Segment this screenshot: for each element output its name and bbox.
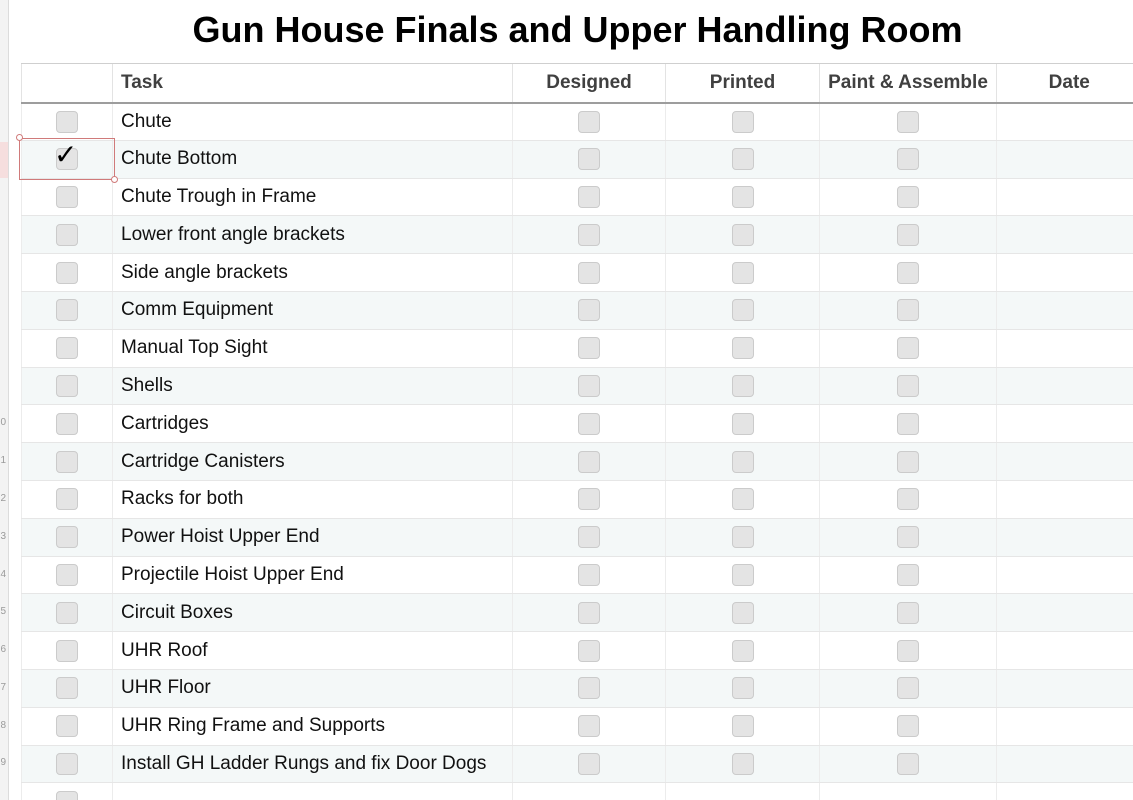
designed-cell[interactable]	[513, 594, 666, 632]
done-cell[interactable]	[22, 178, 113, 216]
table-row	[22, 216, 1133, 254]
row-number: 2	[0, 493, 6, 504]
task-cell[interactable]: UHR Floor	[113, 669, 513, 707]
paint-assemble-checkbox[interactable]	[897, 488, 919, 510]
designed-checkbox[interactable]	[578, 337, 600, 359]
task-cell[interactable]: UHR Roof	[113, 632, 513, 670]
designed-cell[interactable]	[513, 291, 666, 329]
task-cell[interactable]: Side angle brackets	[113, 254, 513, 292]
date-cell[interactable]	[997, 745, 1133, 783]
paint-assemble-cell[interactable]	[820, 632, 997, 670]
designed-checkbox[interactable]	[578, 186, 600, 208]
table-row	[22, 556, 1133, 594]
paint-assemble-checkbox[interactable]	[897, 451, 919, 473]
task-table	[21, 63, 1133, 800]
task-cell[interactable]: Chute	[113, 103, 513, 141]
printed-checkbox[interactable]	[732, 564, 754, 586]
done-checkbox[interactable]	[56, 224, 78, 246]
printed-checkbox[interactable]	[732, 337, 754, 359]
table-row	[22, 632, 1133, 670]
paint-assemble-checkbox[interactable]	[897, 375, 919, 397]
printed-cell[interactable]	[666, 216, 820, 254]
paint-assemble-checkbox[interactable]	[897, 677, 919, 699]
paint-assemble-checkbox[interactable]	[897, 526, 919, 548]
designed-cell[interactable]	[513, 518, 666, 556]
done-checkbox[interactable]	[56, 564, 78, 586]
table-title: Gun House Finals and Upper Handling Room	[192, 9, 963, 50]
designed-cell[interactable]	[513, 443, 666, 481]
table-row	[22, 669, 1133, 707]
table-row	[22, 329, 1133, 367]
paint-assemble-checkbox[interactable]	[897, 111, 919, 133]
designed-checkbox[interactable]	[578, 299, 600, 321]
paint-assemble-cell[interactable]	[820, 367, 997, 405]
date-cell[interactable]	[997, 329, 1133, 367]
printed-checkbox[interactable]	[732, 715, 754, 737]
printed-checkbox[interactable]	[732, 186, 754, 208]
table-row	[22, 367, 1133, 405]
date-cell[interactable]	[997, 556, 1133, 594]
done-checkbox[interactable]	[56, 186, 78, 208]
printed-checkbox[interactable]	[732, 262, 754, 284]
printed-checkbox[interactable]	[732, 111, 754, 133]
paint-assemble-cell[interactable]	[820, 594, 997, 632]
row-number: 5	[0, 606, 6, 617]
column-header-task[interactable]: Task	[113, 64, 513, 103]
done-checkbox[interactable]	[56, 262, 78, 284]
printed-cell[interactable]	[666, 556, 820, 594]
row-number: 4	[0, 569, 6, 580]
paint-assemble-cell[interactable]	[820, 783, 997, 800]
done-cell[interactable]	[22, 518, 113, 556]
done-cell[interactable]	[22, 480, 113, 518]
date-cell[interactable]	[997, 632, 1133, 670]
done-cell[interactable]	[22, 140, 113, 178]
table-row	[22, 594, 1133, 632]
done-checkbox[interactable]	[56, 715, 78, 737]
paint-assemble-cell[interactable]	[820, 443, 997, 481]
done-cell[interactable]	[22, 254, 113, 292]
row-number: 8	[0, 720, 6, 731]
done-cell[interactable]	[22, 291, 113, 329]
printed-cell[interactable]	[666, 291, 820, 329]
task-cell[interactable]: Lower front angle brackets	[113, 216, 513, 254]
paint-assemble-checkbox[interactable]	[897, 564, 919, 586]
selection-handle-top-left[interactable]	[16, 134, 23, 141]
done-cell[interactable]	[22, 707, 113, 745]
printed-cell[interactable]	[666, 745, 820, 783]
designed-checkbox[interactable]	[578, 753, 600, 775]
printed-cell[interactable]	[666, 480, 820, 518]
done-checkbox[interactable]	[56, 299, 78, 321]
done-cell[interactable]	[22, 103, 113, 141]
paint-assemble-cell[interactable]	[820, 291, 997, 329]
table-row	[22, 783, 1133, 800]
paint-assemble-cell[interactable]	[820, 745, 997, 783]
row-number: 6	[0, 644, 6, 655]
task-cell[interactable]: Install GH Ladder Rungs and fix Door Dogs	[113, 745, 513, 783]
printed-checkbox[interactable]	[732, 451, 754, 473]
paint-assemble-cell[interactable]	[820, 178, 997, 216]
done-cell[interactable]	[22, 367, 113, 405]
paint-assemble-cell[interactable]	[820, 556, 997, 594]
printed-cell[interactable]	[666, 632, 820, 670]
paint-assemble-cell[interactable]	[820, 140, 997, 178]
printed-cell[interactable]	[666, 254, 820, 292]
paint-assemble-checkbox[interactable]	[897, 715, 919, 737]
table-row	[22, 707, 1133, 745]
printed-checkbox[interactable]	[732, 753, 754, 775]
date-cell[interactable]	[997, 783, 1133, 800]
task-cell[interactable]: Projectile Hoist Upper End	[113, 556, 513, 594]
row-number: 1	[0, 455, 6, 466]
designed-checkbox[interactable]	[578, 262, 600, 284]
task-cell[interactable]: Cartridges	[113, 405, 513, 443]
printed-checkbox[interactable]	[732, 375, 754, 397]
printed-cell[interactable]	[666, 783, 820, 800]
designed-cell[interactable]	[513, 405, 666, 443]
printed-cell[interactable]	[666, 367, 820, 405]
date-cell[interactable]	[997, 103, 1133, 141]
done-cell[interactable]	[22, 594, 113, 632]
paint-assemble-checkbox[interactable]	[897, 186, 919, 208]
printed-checkbox[interactable]	[732, 413, 754, 435]
column-header-check[interactable]	[22, 64, 113, 103]
table-row	[22, 291, 1133, 329]
designed-checkbox[interactable]	[578, 375, 600, 397]
paint-assemble-cell[interactable]	[820, 669, 997, 707]
paint-assemble-checkbox[interactable]	[897, 753, 919, 775]
done-checkbox[interactable]	[56, 413, 78, 435]
task-cell[interactable]: Chute Trough in Frame	[113, 178, 513, 216]
designed-checkbox[interactable]	[578, 526, 600, 548]
task-cell[interactable]	[113, 783, 513, 800]
designed-checkbox[interactable]	[578, 564, 600, 586]
printed-checkbox[interactable]	[732, 677, 754, 699]
done-cell[interactable]	[22, 632, 113, 670]
printed-checkbox[interactable]	[732, 224, 754, 246]
table-row	[22, 745, 1133, 783]
designed-checkbox[interactable]	[578, 451, 600, 473]
designed-cell[interactable]	[513, 556, 666, 594]
designed-cell[interactable]	[513, 632, 666, 670]
done-cell[interactable]	[22, 745, 113, 783]
done-cell[interactable]	[22, 783, 113, 800]
done-cell[interactable]	[22, 216, 113, 254]
date-cell[interactable]	[997, 178, 1133, 216]
designed-checkbox[interactable]	[578, 715, 600, 737]
date-cell[interactable]	[997, 480, 1133, 518]
table-row	[22, 480, 1133, 518]
designed-cell[interactable]	[513, 669, 666, 707]
designed-cell[interactable]	[513, 178, 666, 216]
done-checkbox[interactable]	[56, 602, 78, 624]
designed-checkbox[interactable]	[578, 224, 600, 246]
done-checkbox[interactable]	[56, 451, 78, 473]
designed-cell[interactable]	[513, 367, 666, 405]
paint-assemble-cell[interactable]	[820, 103, 997, 141]
table-row	[22, 103, 1133, 141]
designed-cell[interactable]	[513, 783, 666, 800]
printed-checkbox[interactable]	[732, 602, 754, 624]
table-row	[22, 518, 1133, 556]
task-cell[interactable]: Shells	[113, 367, 513, 405]
done-cell[interactable]	[22, 669, 113, 707]
printed-checkbox[interactable]	[732, 488, 754, 510]
printed-cell[interactable]	[666, 594, 820, 632]
date-cell[interactable]	[997, 594, 1133, 632]
checkmark-icon: ✓	[54, 138, 78, 172]
designed-checkbox[interactable]	[578, 640, 600, 662]
date-cell[interactable]	[997, 669, 1133, 707]
task-cell[interactable]: Manual Top Sight	[113, 329, 513, 367]
designed-cell[interactable]	[513, 103, 666, 141]
table-row	[22, 254, 1133, 292]
designed-checkbox[interactable]	[578, 413, 600, 435]
table-row	[22, 405, 1133, 443]
row-number: 3	[0, 531, 6, 542]
paint-assemble-checkbox[interactable]	[897, 602, 919, 624]
printed-cell[interactable]	[666, 443, 820, 481]
paint-assemble-cell[interactable]	[820, 254, 997, 292]
paint-assemble-checkbox[interactable]	[897, 262, 919, 284]
done-checkbox[interactable]	[56, 791, 78, 800]
table-row	[22, 178, 1133, 216]
done-checkbox[interactable]	[56, 753, 78, 775]
done-cell[interactable]	[22, 329, 113, 367]
paint-assemble-checkbox[interactable]	[897, 224, 919, 246]
date-cell[interactable]	[997, 291, 1133, 329]
row-number: 0	[0, 417, 6, 428]
paint-assemble-cell[interactable]	[820, 480, 997, 518]
row-header-strip	[0, 0, 9, 800]
done-checkbox[interactable]	[54, 138, 78, 172]
printed-cell[interactable]	[666, 140, 820, 178]
table-row	[22, 443, 1133, 481]
designed-checkbox[interactable]	[578, 677, 600, 699]
done-checkbox[interactable]	[56, 488, 78, 510]
done-cell[interactable]	[22, 405, 113, 443]
printed-cell[interactable]	[666, 329, 820, 367]
printed-checkbox[interactable]	[732, 526, 754, 548]
done-checkbox[interactable]	[56, 640, 78, 662]
printed-cell[interactable]	[666, 405, 820, 443]
date-cell[interactable]	[997, 140, 1133, 178]
paint-assemble-cell[interactable]	[820, 518, 997, 556]
date-cell[interactable]	[997, 254, 1133, 292]
done-checkbox[interactable]	[56, 337, 78, 359]
designed-checkbox[interactable]	[578, 488, 600, 510]
task-cell[interactable]: Circuit Boxes	[113, 594, 513, 632]
paint-assemble-cell[interactable]	[820, 329, 997, 367]
task-cell[interactable]: Comm Equipment	[113, 291, 513, 329]
printed-cell[interactable]	[666, 178, 820, 216]
designed-cell[interactable]	[513, 480, 666, 518]
date-cell[interactable]	[997, 518, 1133, 556]
done-checkbox[interactable]	[56, 375, 78, 397]
task-cell[interactable]: Power Hoist Upper End	[113, 518, 513, 556]
paint-assemble-checkbox[interactable]	[897, 337, 919, 359]
printed-cell[interactable]	[666, 707, 820, 745]
paint-assemble-checkbox[interactable]	[897, 413, 919, 435]
designed-checkbox[interactable]	[578, 111, 600, 133]
designed-checkbox[interactable]	[578, 148, 600, 170]
printed-cell[interactable]	[666, 518, 820, 556]
printed-cell[interactable]	[666, 669, 820, 707]
date-cell[interactable]	[997, 707, 1133, 745]
done-checkbox[interactable]	[56, 526, 78, 548]
designed-cell[interactable]	[513, 329, 666, 367]
done-checkbox[interactable]	[56, 111, 78, 133]
done-cell[interactable]	[22, 556, 113, 594]
designed-cell[interactable]	[513, 745, 666, 783]
done-cell[interactable]	[22, 443, 113, 481]
date-cell[interactable]	[997, 216, 1133, 254]
paint-assemble-cell[interactable]	[820, 405, 997, 443]
column-header-printed[interactable]: Printed	[666, 64, 820, 103]
task-cell[interactable]: UHR Ring Frame and Supports	[113, 707, 513, 745]
designed-cell[interactable]	[513, 216, 666, 254]
task-cell[interactable]: Racks for both	[113, 480, 513, 518]
selected-row-indicator	[0, 142, 8, 178]
designed-checkbox[interactable]	[578, 602, 600, 624]
paint-assemble-cell[interactable]	[820, 707, 997, 745]
task-cell[interactable]: Cartridge Canisters	[113, 443, 513, 481]
date-cell[interactable]	[997, 443, 1133, 481]
paint-assemble-checkbox[interactable]	[897, 299, 919, 321]
header-row	[22, 64, 1133, 103]
designed-cell[interactable]	[513, 140, 666, 178]
column-header-paint-assemble[interactable]: Paint & Assemble	[820, 64, 997, 103]
designed-cell[interactable]	[513, 254, 666, 292]
selection-handle-bottom-right[interactable]	[111, 176, 118, 183]
row-number: 7	[0, 682, 6, 693]
task-table-container	[21, 63, 1133, 800]
done-checkbox[interactable]	[56, 677, 78, 699]
printed-checkbox[interactable]	[732, 299, 754, 321]
column-header-designed[interactable]: Designed	[513, 64, 666, 103]
task-cell[interactable]: Chute Bottom	[113, 140, 513, 178]
printed-cell[interactable]	[666, 103, 820, 141]
paint-assemble-checkbox[interactable]	[897, 148, 919, 170]
table-row	[22, 140, 1133, 178]
printed-checkbox[interactable]	[732, 148, 754, 170]
printed-checkbox[interactable]	[732, 640, 754, 662]
row-number: 9	[0, 757, 6, 768]
paint-assemble-cell[interactable]	[820, 216, 997, 254]
date-cell[interactable]	[997, 367, 1133, 405]
date-cell[interactable]	[997, 405, 1133, 443]
paint-assemble-checkbox[interactable]	[897, 640, 919, 662]
column-header-date[interactable]: Date	[997, 64, 1133, 103]
designed-cell[interactable]	[513, 707, 666, 745]
